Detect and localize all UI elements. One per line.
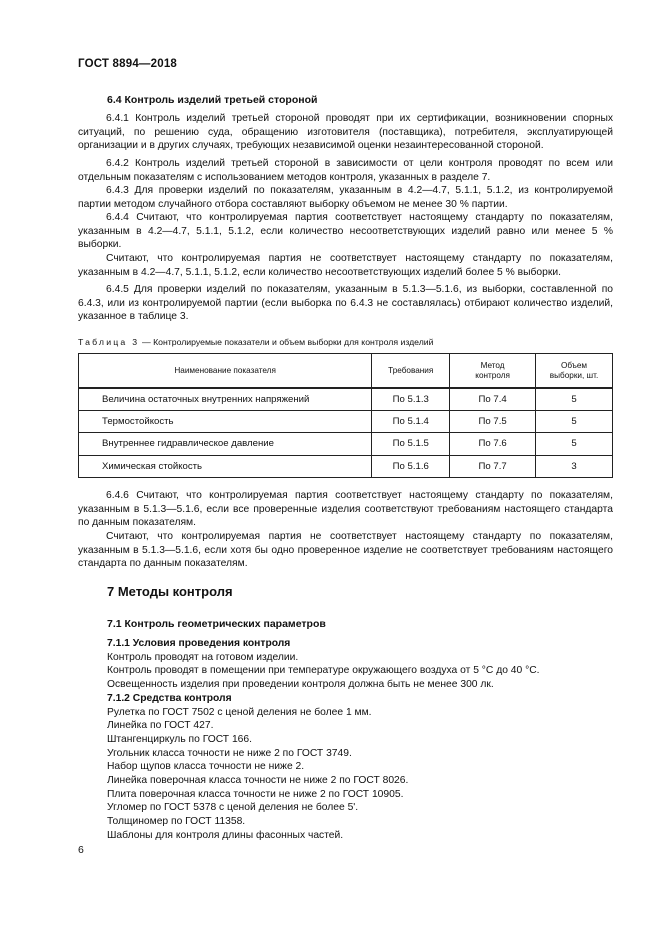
table-cell: Внутреннее гидравлическое давление (79, 433, 372, 455)
tool-line: Плита поверочная класса точности не ниже 2 по ГОСТ 10905. (107, 788, 404, 800)
tool-line: Линейка поверочная класса точности не ниже 2 по ГОСТ 8026. (107, 775, 409, 787)
section-7-1-1-heading: 7.1.1 Условия проведения контроля (107, 638, 291, 649)
paragraph-6-4-1: 6.4.1 Контроль изделий третьей стороной проводят при их сертификации, возникновении спорных ситуаций, по решению суда, обращению изготовителя (поставщика), потребителя, эксплуатирующей организации и в других случаях, требующих независимой оценки незаинтересованной стороной. (78, 113, 613, 152)
table-cell: Термостойкость (79, 411, 372, 433)
tool-line: Угломер по ГОСТ 5378 с ценой деления не более 5'. (107, 802, 359, 814)
table-cell: Величина остаточных внутренних напряжений (79, 388, 372, 411)
table-3 (78, 353, 613, 478)
table-3-caption (78, 337, 434, 347)
table-cell: Химическая стойкость (79, 455, 372, 477)
paragraph-6-4-5: 6.4.5 Для проверки изделий по показателям, указанным в 5.1.3—5.1.6, из выборки, составленной по 6.4.3, или из контролируемой партии (если выборка по 6.4.3 не составлялась) отбирают количество изделий, указанное в таблице 3. (78, 284, 613, 323)
table-cell: По 5.1.6 (372, 455, 450, 477)
table-row (79, 455, 613, 477)
table-caption-label: Таблица (78, 337, 128, 347)
table-cell: По 7.6 (450, 433, 536, 455)
table-row (79, 388, 613, 411)
table-header-cell: Наименование показателя (79, 354, 372, 389)
table-cell: 5 (536, 388, 613, 411)
table-caption-number: 3 (132, 337, 138, 347)
table-cell: По 7.4 (450, 388, 536, 411)
paragraph-6-4-6-nonconforms: Считают, что контролируемая партия не соответствует настоящему стандарту по показателям, указанным в 5.1.3—5.1.6, если хотя бы одно проверенное изделие не соответствует требованиям настоящего стандарта по данным показателям. (78, 531, 613, 570)
table-cell: По 5.1.4 (372, 411, 450, 433)
section-7-1-heading: 7.1 Контроль геометрических параметров (107, 618, 326, 630)
condition-line: Контроль проводят на готовом изделии. (107, 651, 299, 663)
table-cell: По 5.1.5 (372, 433, 450, 455)
paragraph-6-4-4-conforms: 6.4.4 Считают, что контролируемая партия соответствует настоящему стандарту по показателям, указанным в 4.2—4.7, 5.1.1, 5.1.2, если количество несоответствующих изделий равно или менее 5 % выборки. (78, 212, 613, 251)
tool-line: Линейка по ГОСТ 427. (107, 720, 214, 732)
table-cell: По 7.5 (450, 411, 536, 433)
table-header-cell (450, 354, 536, 389)
table-cell: 5 (536, 411, 613, 433)
paragraph-6-4-2: 6.4.2 Контроль изделий третьей стороной в зависимости от цели контроля проводят по всем или отдельным показателям с использованием методов контроля, указанных в разделе 7. (78, 158, 613, 183)
section-7-1-2-heading: 7.1.2 Средства контроля (107, 692, 232, 704)
table-row (79, 411, 613, 433)
table-cell: 3 (536, 455, 613, 477)
tool-line: Набор щупов класса точности не ниже 2. (107, 761, 305, 773)
page-number: 6 (78, 844, 84, 856)
tool-line: Штангенциркуль по ГОСТ 166. (107, 733, 253, 745)
header-method-text: Метод контроля (475, 360, 510, 380)
paragraph-6-4-6-conforms: 6.4.6 Считают, что контролируемая партия соответствует настоящему стандарту по показателям, указанным в 5.1.3—5.1.6, если все проверенные изделия соответствуют требованиям настоящего стандарта по данным показателям. (78, 490, 613, 529)
section-6-4-heading: 6.4 Контроль изделий третьей стороной (107, 94, 318, 106)
table-header-cell: Требования (372, 354, 450, 389)
paragraph-6-4-3: 6.4.3 Для проверки изделий по показателям, указанным в 4.2—4.7, 5.1.1, 5.1.2, из контролируемой партии методом случайного отбора составляют выборку объемом не менее 30 % партии. (78, 185, 613, 210)
paragraph-6-4-4-nonconforms: Считают, что контролируемая партия не соответствует настоящему стандарту по показателям, указанным в 4.2—4.7, 5.1.1, 5.1.2, если количество несоответствующих изделий более 5 % выборки. (78, 253, 613, 278)
header-sample-text: Объем выборки, шт. (549, 360, 599, 380)
table-cell: По 5.1.3 (372, 388, 450, 411)
table-caption-text: — Контролируемые показатели и объем выборки для контроля изделий (141, 337, 434, 347)
condition-line: Освещенность изделия при проведении контроля должна быть не менее 300 лк. (107, 679, 494, 691)
tool-line: Шаблоны для контроля длины фасонных частей. (107, 829, 344, 841)
condition-line: Контроль проводят в помещении при температуре окружающего воздуха от 5 °С до 40 °С. (107, 665, 540, 677)
table-cell: По 7.7 (450, 455, 536, 477)
tool-line: Угольник класса точности не ниже 2 по ГОСТ 3749. (107, 747, 352, 759)
tool-line: Толщиномер по ГОСТ 11358. (107, 816, 246, 828)
table-header-cell (536, 354, 613, 389)
tool-line: Рулетка по ГОСТ 7502 с ценой деления не более 1 мм. (107, 706, 372, 718)
section-7-1-content (107, 637, 617, 843)
section-7-heading: 7 Методы контроля (107, 584, 233, 599)
table-row (79, 433, 613, 455)
table-header-row (79, 354, 613, 389)
document-header: ГОСТ 8894—2018 (78, 58, 178, 70)
table-cell: 5 (536, 433, 613, 455)
